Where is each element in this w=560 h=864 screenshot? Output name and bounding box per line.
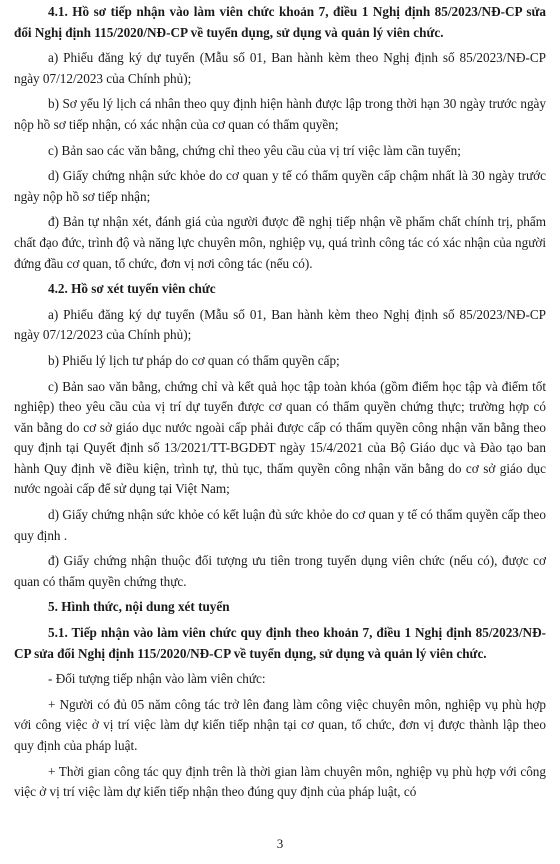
paragraph-4-2-d: d) Giấy chứng nhận sức khỏe có kết luận đủ sức khỏe do cơ quan y tế có thẩm quyền cấp theo quy định .: [14, 507, 546, 543]
paragraph-4-1-c: c) Bản sao các văn bằng, chứng chỉ theo yêu cầu của vị trí việc làm cần tuyển;: [48, 142, 461, 158]
paragraph-5-1-item-2: + Thời gian công tác quy định trên là thời gian làm chuyên môn, nghiệp vụ phù hợp với công việc ở vị trí việc làm dự kiến tiếp nhận theo đúng quy định của pháp luật, có: [14, 763, 546, 800]
paragraph-4-2-b: b) Phiếu lý lịch tư pháp do cơ quan có thẩm quyền cấp;: [48, 352, 340, 368]
paragraph-5-1-item-1: + Người có đủ 05 năm công tác trở lên đang làm công việc chuyên môn, nghiệp vụ phù hợp với công việc ở vị trí việc làm dự kiến tiếp nhận tại cơ quan, tổ chức, đơn vị được thành lập theo quy định của pháp luật.: [14, 696, 546, 753]
paragraph-4-2-c: c) Bản sao văn bằng, chứng chỉ và kết quả học tập toàn khóa (gồm điểm học tập và điểm tốt nghiệp) theo yêu cầu của vị trí dự tuyển được cơ quan có thẩm quyền chứng thực; trường hợp có văn bằng do cơ sở giáo dục nước ngoài cấp phải được cấp có thẩm quyền công nhận văn bằng theo quy định tại Quyết định số 13/2021/TT-BGDĐT ngày 15/4/2021 của Bộ Giáo dục và Đào tạo ban hành Quy định về điều kiện, trình tự, thủ tục, thẩm quyền công nhận văn bằng do cơ sở giáo dục nước ngoài cấp để sử dụng tại Việt Nam;: [14, 378, 546, 497]
heading-4-1: 4.1. Hồ sơ tiếp nhận vào làm viên chức khoản 7, điều 1 Nghị định 85/2023/NĐ-CP sửa đổi Nghị định 115/2020/NĐ-CP về tuyển dụng, sử dụng và quản lý viên chức.: [14, 4, 546, 40]
heading-4-2: 4.2. Hồ sơ xét tuyển viên chức: [48, 281, 216, 297]
paragraph-4-2-a: a) Phiếu đăng ký dự tuyển (Mẫu số 01, Ban hành kèm theo Nghị định số 85/2023/NĐ-CP ngày 07/12/2023 của Chính phủ);: [14, 306, 546, 343]
paragraph-4-1-a: a) Phiếu đăng ký dự tuyển (Mẫu số 01, Ban hành kèm theo Nghị định số 85/2023/NĐ-CP ngày 07/12/2023 của Chính phủ);: [14, 50, 546, 86]
paragraph-5-1-subjects: - Đối tượng tiếp nhận vào làm viên chức:: [48, 671, 266, 687]
document-page: [14, 2, 546, 808]
heading-5: 5. Hình thức, nội dung xét tuyển: [48, 599, 230, 615]
paragraph-4-1-d: d) Giấy chứng nhận sức khỏe do cơ quan y tế có thẩm quyền cấp chậm nhất là 30 ngày trước ngày nộp hồ sơ tiếp nhận;: [14, 168, 546, 204]
paragraph-4-1-dd: đ) Bản tự nhận xét, đánh giá của người được đề nghị tiếp nhận về phẩm chất chính trị, phẩm chất đạo đức, trình độ và năng lực chuyên môn, nghiệp vụ, quá trình công tác có xác nhận của người đứng đầu cơ quan, tổ chức, đơn vị nơi công tác (nếu có).: [14, 214, 546, 271]
page-number: 3: [276, 836, 284, 851]
heading-5-1: 5.1. Tiếp nhận vào làm viên chức quy định theo khoản 7, điều 1 Nghị định 85/2023/NĐ-CP sửa đổi Nghị định 115/2020/NĐ-CP về tuyển dụng, sử dụng và quản lý viên chức.: [14, 625, 546, 661]
paragraph-4-1-b: b) Sơ yếu lý lịch cá nhân theo quy định hiện hành được lập trong thời hạn 30 ngày trước ngày nộp hồ sơ tiếp nhận, có xác nhận của cơ quan có thẩm quyền;: [14, 96, 546, 132]
paragraph-4-2-dd: đ) Giấy chứng nhận thuộc đối tượng ưu tiên trong tuyển dụng viên chức (nếu có), được cơ quan có thẩm quyền chứng thực.: [14, 553, 546, 589]
